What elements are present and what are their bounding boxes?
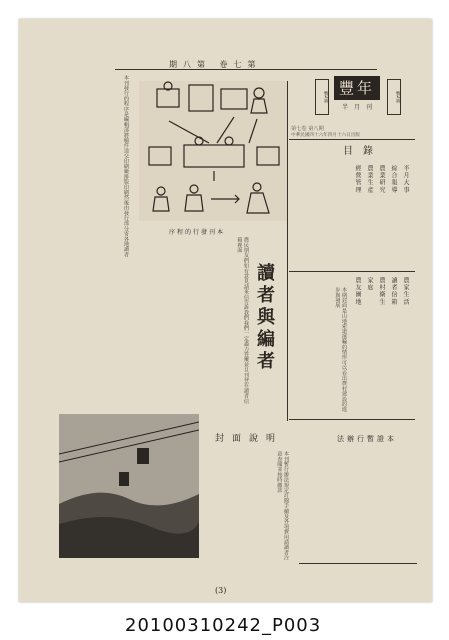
page-number: (3) bbox=[215, 586, 227, 595]
toc-item[interactable]: 讀者信箱 bbox=[390, 277, 397, 306]
toc-item[interactable]: 半月大事 bbox=[402, 165, 409, 194]
bottom-rule bbox=[299, 563, 417, 564]
masthead bbox=[315, 76, 405, 114]
magazine-page bbox=[19, 19, 432, 602]
running-head: 期八第 卷七第 bbox=[169, 60, 262, 69]
cover-photo bbox=[59, 414, 199, 558]
image-id-caption: 20100310242_P003 bbox=[125, 615, 322, 636]
toc-bottom-rule bbox=[289, 419, 415, 420]
article-column-center: 農民朋友們如有意見請來信告訴我們我們一定盡力答覆並且刊登在讀者信箱裡面 bbox=[236, 237, 249, 404]
masthead-rule bbox=[289, 139, 415, 140]
column-rule bbox=[287, 81, 288, 421]
masthead-subtitle: 半月刊 bbox=[341, 104, 378, 111]
toc-item[interactable]: 農友園地 bbox=[354, 277, 361, 306]
volume-line: 第七卷 第八期 bbox=[291, 126, 324, 132]
article-column-left: 本刊發行的程序是編輯部將稿件送交印刷廠排版印刷然後由發行部分寄各地讀者 bbox=[123, 75, 129, 257]
column-heading: 讀者與編者 bbox=[254, 263, 275, 373]
masthead-title: 豐年 bbox=[334, 76, 380, 100]
publishing-process-illustration bbox=[139, 81, 287, 221]
toc-divider bbox=[289, 271, 415, 272]
photo-caption: 封面說明 bbox=[215, 434, 284, 444]
toc-item[interactable]: 農家生活 bbox=[402, 277, 409, 306]
toc-item[interactable]: 農業生產 bbox=[366, 165, 373, 194]
masthead-box-right: 號2第 bbox=[387, 79, 401, 115]
top-rule bbox=[115, 69, 377, 70]
toc-item[interactable]: 農村衛生 bbox=[378, 277, 385, 306]
toc-item[interactable]: 經營管理 bbox=[354, 165, 361, 194]
masthead-box-left: 號2第 bbox=[315, 79, 329, 115]
illustration-caption: 序程的行發刊本 bbox=[169, 229, 226, 236]
toc-item[interactable]: 綜合報導 bbox=[390, 165, 397, 194]
date-line: 中華民國四十六年四月十六日出版 bbox=[291, 133, 360, 138]
toc-item[interactable]: 家庭 bbox=[366, 277, 373, 292]
photo-description: 本刊暫行辦法規定訂閱手續及各項費用請讀者注意查閱並按時繳款 bbox=[276, 451, 289, 561]
toc-title: 目錄 bbox=[343, 146, 383, 157]
article-column-right: 本期封面是山地索道運輸的情形可以看出農村建設的進步與發展 bbox=[334, 287, 347, 412]
law-title: 法辦行暫證本 bbox=[337, 435, 397, 443]
toc-item[interactable]: 農業研究 bbox=[378, 165, 385, 194]
